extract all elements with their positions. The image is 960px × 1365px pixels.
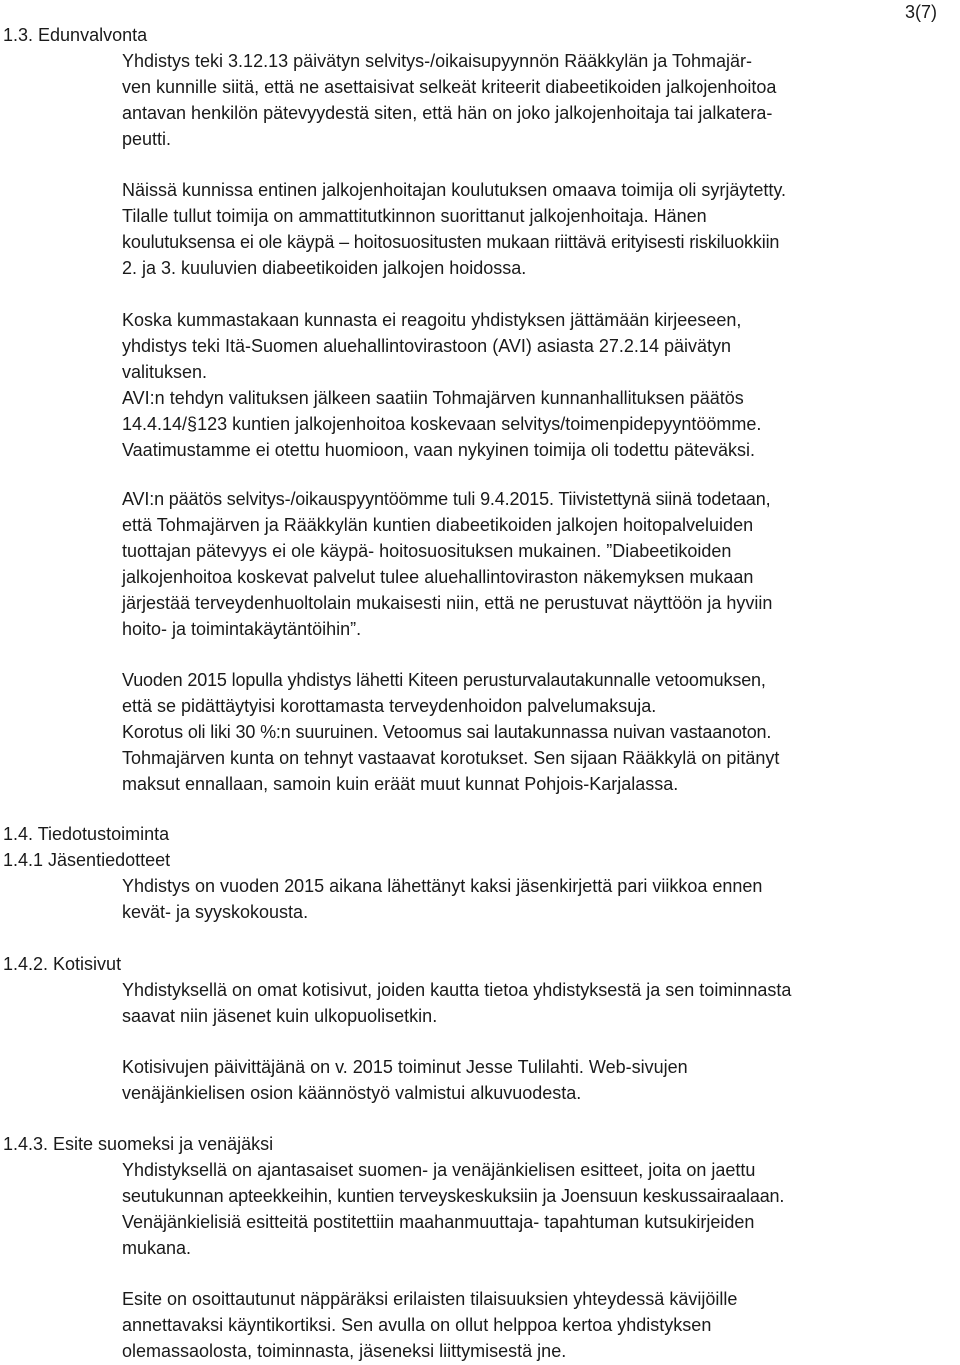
text-line: Korotus oli liki 30 %:n suuruinen. Vetoomus sai lautakunnassa nuivan vastaanoton. bbox=[122, 722, 772, 742]
text-line: annettavaksi käyntikortiksi. Sen avulla on ollut helppoa kertoa yhdistyksen bbox=[122, 1315, 712, 1335]
text-line: Näissä kunnissa entinen jalkojenhoitajan koulutuksen omaava toimija oli syrjäytetty. bbox=[122, 180, 787, 200]
section-heading-tiedotustoiminta: 1.4. Tiedotustoiminta bbox=[3, 824, 170, 844]
paragraph-selvityspyynto bbox=[122, 48, 958, 152]
paragraph-esitteet bbox=[122, 1157, 958, 1261]
text-line: järjestää terveydenhuoltolain mukaisesti niin, että ne perustuvat näyttöön ja hyviin bbox=[122, 593, 773, 613]
text-line: Vuoden 2015 lopulla yhdistys lähetti Kiteen perusturvalautakunnalle vetoomuksen, bbox=[122, 670, 766, 690]
section-heading-kotisivut: 1.4.2. Kotisivut bbox=[3, 954, 122, 974]
text-line: mukana. bbox=[122, 1238, 192, 1258]
text-line: että se pidättäytyisi korottamasta terveydenhoidon palvelumaksuja. bbox=[122, 696, 657, 716]
text-line: Tohmajärven kunta on tehnyt vastaavat korotukset. Sen sijaan Rääkkylä on pitänyt bbox=[122, 748, 780, 768]
text-line: 2. ja 3. kuuluvien diabeetikoiden jalkojen hoidossa. bbox=[122, 258, 527, 278]
text-line: Yhdistyksellä on ajantasaiset suomen- ja venäjänkielisen esitteet, joita on jaettu bbox=[122, 1160, 756, 1180]
text-line: kevät- ja syyskokousta. bbox=[122, 902, 309, 922]
text-line: AVI:n päätös selvitys-/oikauspyyntöömme tuli 9.4.2015. Tiivistettynä siinä todetaan, bbox=[122, 489, 771, 509]
text-line: koulutuksensa ei ole käypä – hoitosuositusten mukaan riittävä erityisesti riskiluokkiin bbox=[122, 232, 780, 252]
text-line: 14.4.14/§123 kuntien jalkojenhoitoa koskevaan selvitys/toimenpidepyyntöömme. bbox=[122, 414, 762, 434]
section-heading-esite: 1.4.3. Esite suomeksi ja venäjäksi bbox=[3, 1134, 274, 1154]
text-line: Koska kummastakaan kunnasta ei reagoitu yhdistyksen jättämään kirjeeseen, bbox=[122, 310, 742, 330]
text-line: tuottajan pätevyys ei ole käypä- hoitosuosituksen mukainen. ”Diabeetikoiden bbox=[122, 541, 732, 561]
text-line: Kotisivujen päivittäjänä on v. 2015 toiminut Jesse Tulilahti. Web-sivujen bbox=[122, 1057, 688, 1077]
text-line: jalkojenhoitoa koskevat palvelut tulee aluehallintoviraston näkemyksen mukaan bbox=[122, 567, 754, 587]
text-line: Yhdistyksellä on omat kotisivut, joiden kautta tietoa yhdistyksestä ja sen toiminnasta bbox=[122, 980, 792, 1000]
text-line: Yhdistys on vuoden 2015 aikana lähettänyt kaksi jäsenkirjettä pari viikkoa ennen bbox=[122, 876, 763, 896]
text-line: Venäjänkielisiä esitteitä postitettiin maahanmuuttaja- tapahtuman kutsukirjeiden bbox=[122, 1212, 755, 1232]
section-heading-edunvalvonta: 1.3. Edunvalvonta bbox=[3, 25, 148, 45]
text-line: Vaatimustamme ei otettu huomioon, vaan nykyinen toimija oli todettu päteväksi. bbox=[122, 440, 756, 460]
text-line: peutti. bbox=[122, 129, 172, 149]
paragraph-avi-valitus bbox=[122, 307, 958, 463]
text-line: Esite on osoittautunut näppäräksi erilaisten tilaisuuksien yhteydessä kävijöille bbox=[122, 1289, 738, 1309]
text-line: seutukunnan apteekkeihin, kuntien terveyskeskuksiin ja Joensuun keskussairaalaan. bbox=[122, 1186, 785, 1206]
paragraph-avi-paatos bbox=[122, 486, 958, 642]
text-line: hoito- ja toimintakäytäntöihin”. bbox=[122, 619, 362, 639]
text-line: saavat niin jäsenet kuin ulkopuolisetkin. bbox=[122, 1006, 438, 1026]
text-line: venäjänkielisen osion käännöstyö valmistui alkuvuodesta. bbox=[122, 1083, 582, 1103]
paragraph-vetoomus bbox=[122, 667, 958, 797]
text-line: maksut ennallaan, samoin kuin eräät muut kunnat Pohjois-Karjalassa. bbox=[122, 774, 679, 794]
text-line: että Tohmajärven ja Rääkkylän kuntien diabeetikoiden jalkojen hoitopalveluiden bbox=[122, 515, 754, 535]
paragraph-jasenkirjeet bbox=[122, 873, 958, 925]
section-heading-jasentiedotteet: 1.4.1 Jäsentiedotteet bbox=[3, 850, 171, 870]
text-line: Tilalle tullut toimija on ammattitutkinnon suorittanut jalkojenhoitaja. Hänen bbox=[122, 206, 707, 226]
text-line: ven kunnille siitä, että ne asettaisivat selkeät kriteerit diabeetikoiden jalkojenhoitoa bbox=[122, 77, 777, 97]
text-line: olemassaolosta, toiminnasta, jäseneksi liittymisestä jne. bbox=[122, 1341, 567, 1361]
paragraph-paivittaja bbox=[122, 1054, 958, 1106]
paragraph-toimija bbox=[122, 177, 958, 281]
text-line: yhdistys teki Itä-Suomen aluehallintovirastoon (AVI) asiasta 27.2.14 päivätyn bbox=[122, 336, 731, 356]
text-line: AVI:n tehdyn valituksen jälkeen saatiin Tohmajärven kunnanhallituksen päätös bbox=[122, 388, 744, 408]
text-line: valituksen. bbox=[122, 362, 208, 382]
text-line: antavan henkilön pätevyydestä siten, että hän on joko jalkojenhoitaja tai jalkatera- bbox=[122, 103, 773, 123]
page-number: 3(7) bbox=[904, 2, 937, 22]
paragraph-kotisivut bbox=[122, 977, 958, 1029]
paragraph-kayntikortti bbox=[122, 1286, 958, 1364]
text-line: Yhdistys teki 3.12.13 päivätyn selvitys-/oikaisupyynnön Rääkkylän ja Tohmajär- bbox=[122, 51, 752, 71]
